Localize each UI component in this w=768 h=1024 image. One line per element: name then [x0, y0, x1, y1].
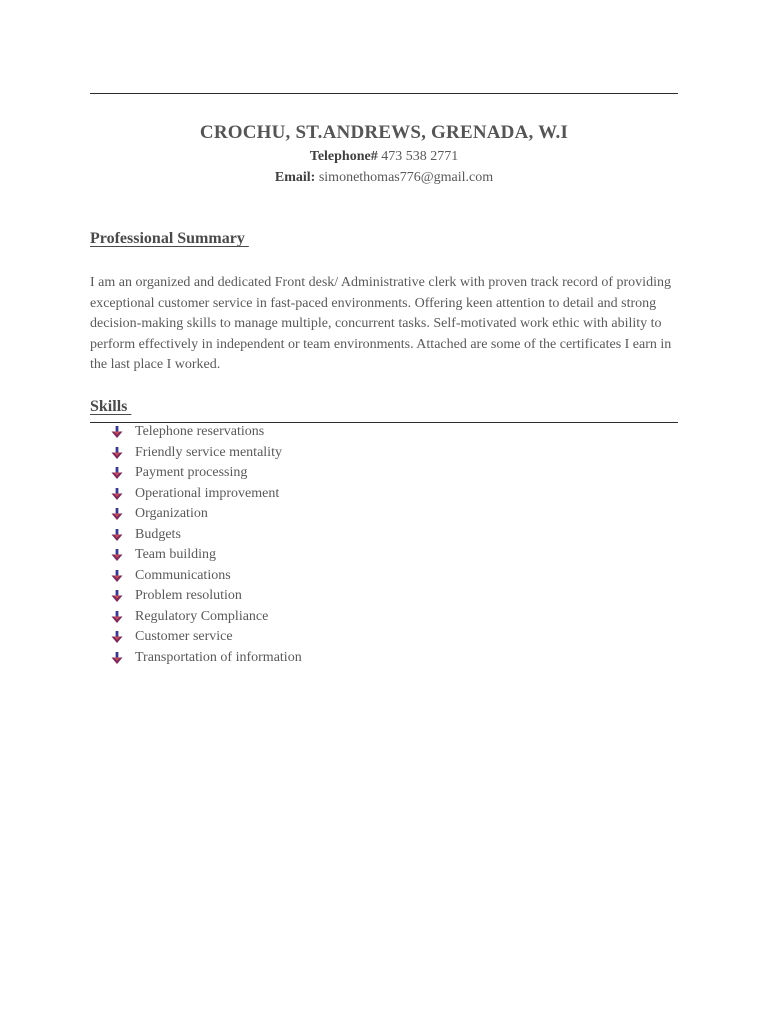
arrow-down-bullet-icon [110, 507, 124, 521]
skill-label: Friendly service mentality [135, 444, 282, 460]
top-divider [90, 93, 678, 94]
email-value: simonethomas776@gmail.com [315, 170, 494, 185]
skill-label: Regulatory Compliance [135, 608, 269, 624]
professional-summary-text: I am an organized and dedicated Front desk/ Administrative clerk with proven track record of providing exceptional customer service in fast-paced environments. Offering keen attention to detail and strong decision-making skills to manage multiple, concurrent tasks. Self-motivated work ethic with ability to perform effectively in independent or team environments. Attached are some of the certificates I earn in the last place I worked. [90, 275, 672, 373]
skill-label: Problem resolution [135, 588, 242, 603]
skill-label: Transportation of information [135, 649, 302, 665]
arrow-down-bullet-icon [110, 630, 124, 644]
skill-item [110, 627, 302, 648]
skill-item [110, 607, 302, 628]
contact-header [90, 120, 678, 188]
skill-label: Telephone reservations [135, 424, 265, 439]
skill-item [110, 586, 302, 607]
skill-label: Budgets [135, 526, 181, 542]
arrow-down-bullet-icon [110, 466, 124, 480]
skill-label: Communications [135, 567, 231, 583]
telephone-line [90, 146, 678, 167]
arrow-down-bullet-icon [110, 446, 124, 460]
skill-item [110, 648, 302, 669]
telephone-value: 473 538 2771 [377, 149, 459, 164]
arrow-down-bullet-icon [110, 610, 124, 624]
skills-list [110, 422, 302, 668]
skill-item [110, 484, 302, 505]
arrow-down-bullet-icon [110, 569, 124, 583]
skill-item [110, 443, 302, 464]
professional-summary-heading: Professional Summary [90, 230, 249, 247]
arrow-down-bullet-icon [110, 651, 124, 665]
skill-item [110, 422, 302, 443]
arrow-down-bullet-icon [110, 487, 124, 501]
skill-item [110, 566, 302, 587]
skill-item [110, 545, 302, 566]
skill-label: Customer service [135, 629, 233, 644]
email-line [90, 167, 678, 188]
skill-item [110, 525, 302, 546]
skill-item [110, 504, 302, 525]
skill-item [110, 463, 302, 484]
skill-label: Organization [135, 506, 208, 521]
arrow-down-bullet-icon [110, 589, 124, 603]
skill-label: Operational improvement [135, 485, 280, 501]
email-label: Email: [274, 170, 316, 185]
skills-heading: Skills [90, 398, 132, 415]
arrow-down-bullet-icon [110, 528, 124, 542]
address-title: CROCHU, ST.ANDREWS, GRENADA, W.I [199, 122, 569, 143]
skill-label: Payment processing [135, 465, 248, 480]
arrow-down-bullet-icon [110, 425, 124, 439]
arrow-down-bullet-icon [110, 548, 124, 562]
skill-label: Team building [135, 547, 217, 562]
telephone-label: Telephone# [309, 149, 378, 164]
